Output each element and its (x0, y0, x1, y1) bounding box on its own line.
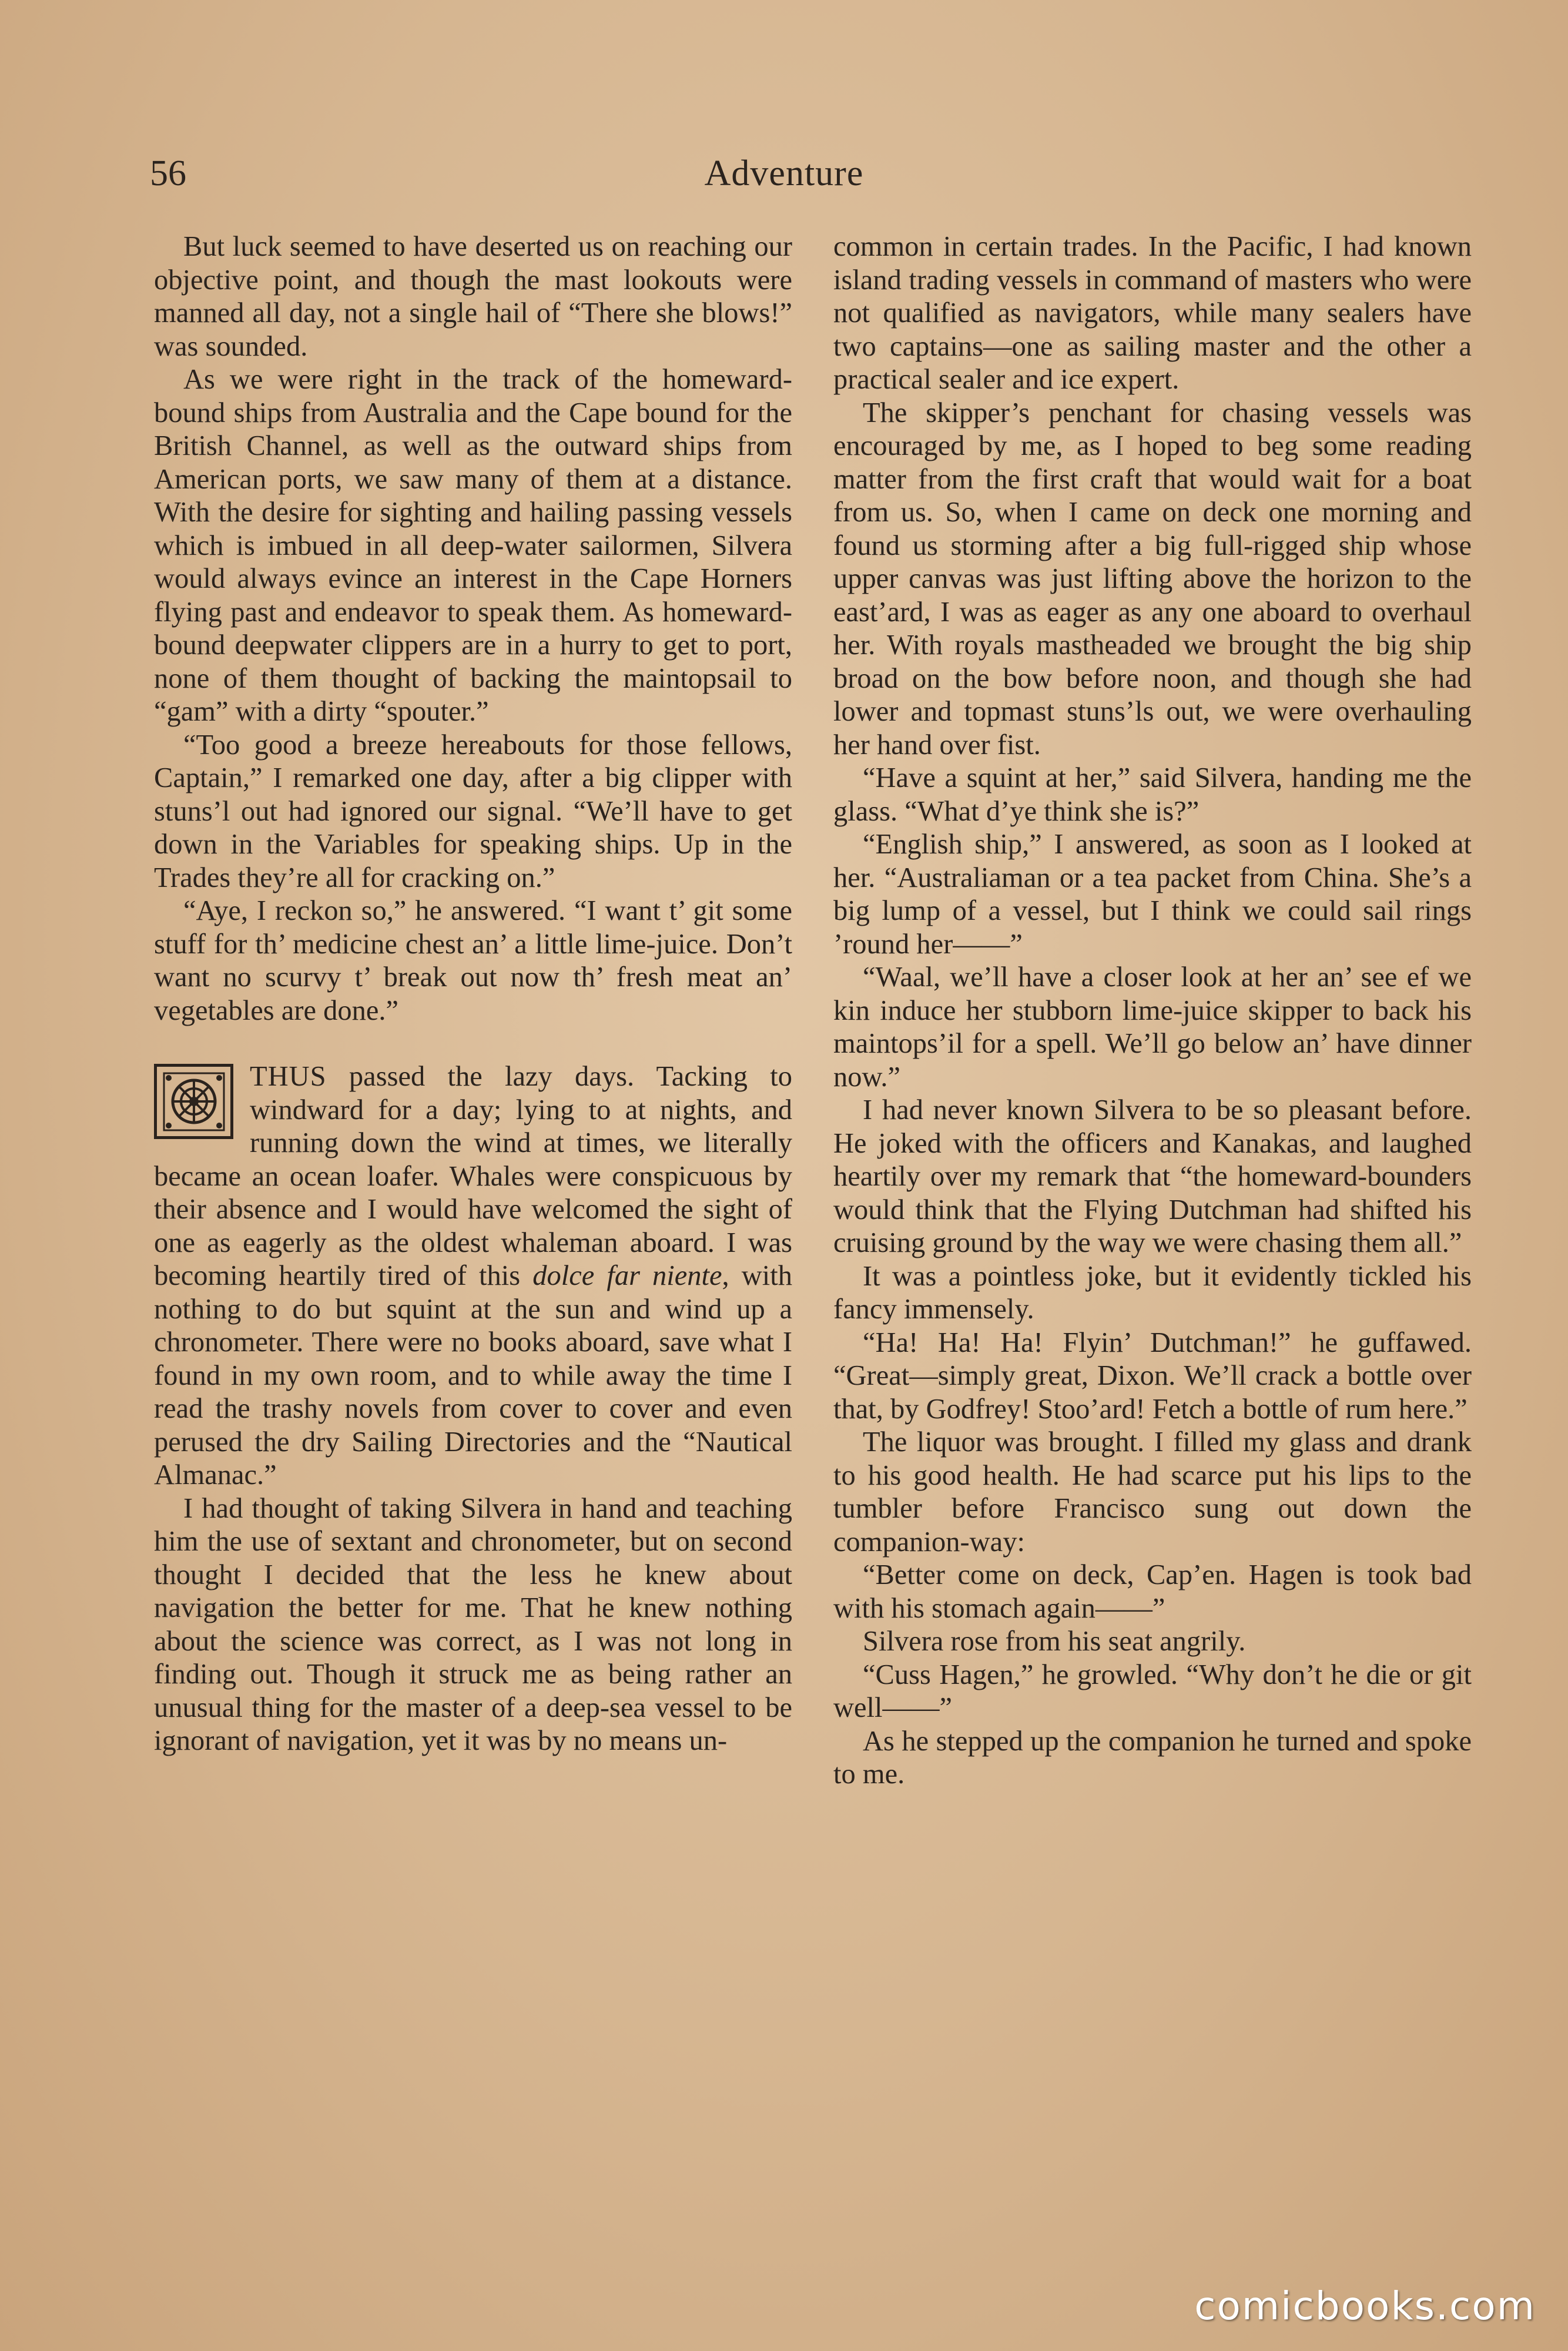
paragraph: “Ha! Ha! Ha! Flyin’ Dutchman!” he guffawed. “Great—simply great, Dixon. We’ll crack a bottle over that, by Godfrey! Stoo’ard! Fetch a bottle of rum here.” (833, 1327, 1472, 1425)
paragraph: Silvera rose from his seat angrily. (863, 1626, 1246, 1657)
italic-phrase: dolce far niente (532, 1260, 722, 1291)
paragraph: The skipper’s penchant for chasing vessels was encouraged by me, as I hoped to beg some reading matter from the first craft that would wait for a boat from us. So, when I came on deck one morning and found us storming after a big full-rigged ship whose upper canvas was just lifting above the horizon to the east’ard, I was as eager as any one aboard to overhaul her. With royals mastheaded we brought the big ship broad on the bow before noon, and though she had lower and topmast stuns’ls out, we were overhauling her hand over fist. (833, 397, 1472, 761)
paragraph: But luck seemed to have deserted us on reaching our objective point, and though the mast lookouts were manned all day, not a single hail of “There she blows!” was sounded. (154, 231, 792, 362)
ornamental-initial-icon (154, 1064, 233, 1139)
paragraph: “Aye, I reckon so,” he answered. “I want t’ git some stuff for th’ medicine chest an’ a little lime-juice. Don’t want no scurvy t’ break out now th’ fresh meat an’ vegetables are done.” (154, 895, 792, 1026)
paragraph: “Cuss Hagen,” he growled. “Why don’t he die or git well——” (833, 1659, 1472, 1723)
paragraph: The liquor was brought. I filled my glass and drank to his good health. He had scarce put his lips to the tumbler before Francisco sung out down the companion-way: (833, 1426, 1472, 1558)
page-number: 56 (150, 153, 186, 193)
section-opening (154, 1060, 792, 1492)
paragraph: As we were right in the track of the homeward-bound ships from Australia and the Cape bound for the British Channel, as well as the outward ships from American ports, we saw many of them at a distance. With the desire for sighting and hailing passing vessels which is imbued in all deep-water sailormen, Silvera would always evince an interest in the Cape Horners flying past and endeavor to speak them. As homeward-bound deepwater clippers are in a hurry to get to port, none of them thought of backing the maintopsail to “gam” with a dirty “spouter.” (154, 364, 792, 727)
paragraph: I had never known Silvera to be so pleasant before. He joked with the officers and Kanakas, and laughed heartily over my remark that “the homeward-bounders would think that the Flying Dutchman had shifted his cruising ground by the way we were chasing them all.” (833, 1094, 1472, 1258)
paragraph: “Better come on deck, Cap’en. Hagen is took bad with his stomach again——” (833, 1559, 1472, 1624)
paragraph: “English ship,” I answered, as soon as I looked at her. “Australiaman or a tea packet from China. She’s a big lump of a vessel, but I think we could sail rings ’round her——” (833, 829, 1472, 960)
paragraph: “Have a squint at her,” said Silvera, handing me the glass. “What d’ye think she is?” (833, 762, 1472, 827)
paragraph: I had thought of taking Silvera in hand and teaching him the use of sextant and chronometer, but on second thought I decided that the less he knew about navigation the better for me. That he knew nothing about the science was correct, as I was not long in finding out. Though it struck me as being rather an unusual thing for the master of a deep-sea vessel to be ignorant of navigation, yet it was by no means un- (154, 1492, 792, 1756)
watermark-logo: comicbooks.com (1194, 2283, 1536, 2329)
right-column (833, 230, 1472, 1791)
paragraph: As he stepped up the companion he turned and spoke to me. (833, 1725, 1472, 1790)
paragraph: “Waal, we’ll have a closer look at her an’ see ef we kin induce her stubborn lime-juice skipper to back his maintops’il for a spell. We’ll go below an’ have dinner now.” (833, 962, 1472, 1093)
running-head: Adventure (704, 153, 864, 193)
paragraph: It was a pointless joke, but it evidently tickled his fancy immensely. (833, 1260, 1472, 1325)
lead-in-word: THUS (250, 1061, 327, 1092)
paragraph: common in certain trades. In the Pacific, I had known island trading vessels in command of masters who were not qualified as navigators, while many sealers have two captains—one as sailing master and the other a practical sealer and ice expert. (833, 231, 1472, 395)
paragraph: THUS passed the lazy days. Tacking to windward for a day; lying to at nights, and running down the wind at times, we literally became an ocean loafer. Whales were conspicuous by their absence and I would have welcomed the sight of one as eagerly as the oldest whaleman aboard. I was becoming heartily tired of this dolce far niente, with nothing to do but squint at the sun and wind up a chronometer. There were no books aboard, save what I found in my own room, and to while away the time I read the trashy novels from cover to cover and even perused the dry Sailing Directories and the “Nautical Almanac.” (154, 1061, 792, 1491)
paragraph: “Too good a breeze hereabouts for those fellows, Captain,” I remarked one day, after a big clipper with stuns’l out had ignored our signal. “We’ll have to get down in the Variables for speaking ships. Up in the Trades they’re all for cracking on.” (154, 729, 792, 893)
page-header (0, 147, 1568, 200)
left-column (154, 230, 792, 1758)
